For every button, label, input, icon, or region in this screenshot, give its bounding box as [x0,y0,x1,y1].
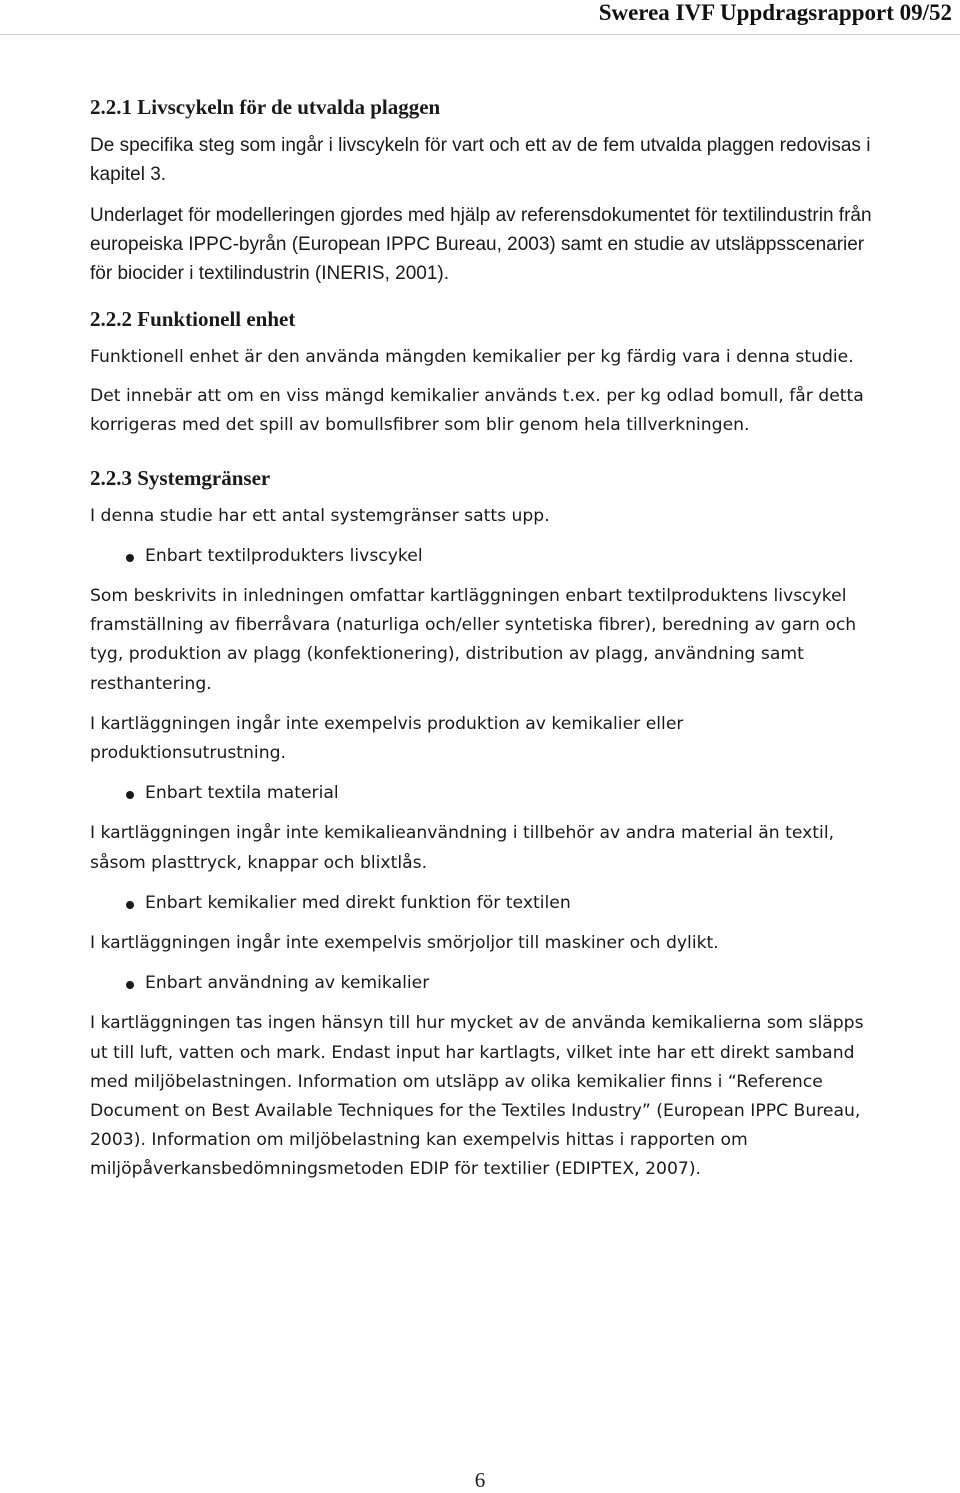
section-heading-2-2-2: 2.2.2 Funktionell enhet [90,307,296,331]
paragraph: Underlaget för modelleringen gjordes med hjälp av referensdokumentet för textilindustrin från europeiska IPPC-byrån (European IPPC Bureau, 2003) samt en studie av utsläppsscenarier för biocider i textilindustrin (INERIS, 2001). [90,205,872,284]
page-number: 6 [474,1468,486,1492]
bullet-icon [126,554,134,562]
document-body [90,92,880,1185]
paragraph: I kartläggningen ingår inte exempelvis produktion av kemikalier eller produktionsutrustning. [90,713,684,764]
bullet-item [90,969,880,998]
bullet-item [90,779,880,808]
running-header: Swerea IVF Uppdragsrapport 09/52 [598,0,952,25]
header-divider [0,34,960,35]
bullet-item [90,542,880,571]
section-heading-2-2-1: 2.2.1 Livscykeln för de utvalda plaggen [90,95,441,119]
bullet-label: Enbart textilprodukters livscykel [145,545,423,566]
paragraph: I kartläggningen ingår inte exempelvis smörjoljor till maskiner och dylikt. [90,933,719,954]
paragraph: I denna studie har ett antal systemgränser satts upp. [90,505,550,526]
bullet-icon [126,901,134,909]
paragraph: Det innebär att om en viss mängd kemikalier används t.ex. per kg odlad bomull, får detta korrigeras med det spill av bomullsfibrer som blir genom hela tillverkningen. [90,386,864,436]
bullet-item [90,889,880,918]
paragraph: Som beskrivits in inledningen omfattar kartläggningen enbart textilproduktens livscykel framställning av fiberråvara (naturliga och/eller syntetiska fibrer), beredning av garn och tyg, produktion av plagg (konfektionering), distribution av plagg, användning samt resthantering. [90,586,857,694]
bullet-label: Enbart användning av kemikalier [145,973,430,994]
bullet-icon [126,791,134,799]
paragraph: De specifika steg som ingår i livscykeln för vart och ett av de fem utvalda plaggen redovisas i kapitel 3. [90,135,871,185]
bullet-label: Enbart textila material [145,783,339,804]
bullet-icon [126,981,134,989]
bullet-label: Enbart kemikalier med direkt funktion för textilen [145,892,571,913]
section-heading-2-2-3: 2.2.3 Systemgränser [90,465,271,490]
paragraph: I kartläggningen tas ingen hänsyn till hur mycket av de använda kemikalierna som släpps ut till luft, vatten och mark. Endast input har kartlagts, vilket inte har ett direkt samband med miljöbelastningen. Information om utsläpp av olika kemikalier finns i “Reference Document on Best Available Techniques for the Textiles Industry” (European IPPC Bureau, 2003). Information om miljöbelastning kan exempelvis hittas i rapporten om miljöpåverkansbedömningsmetoden EDIP för textilier (EDIPTEX, 2007). [90,1013,864,1180]
paragraph: I kartläggningen ingår inte kemikalieanvändning i tillbehör av andra material än textil, såsom plasttryck, knappar och blixtlås. [90,823,835,873]
paragraph: Funktionell enhet är den använda mängden kemikalier per kg färdig vara i denna studie. [90,347,854,367]
